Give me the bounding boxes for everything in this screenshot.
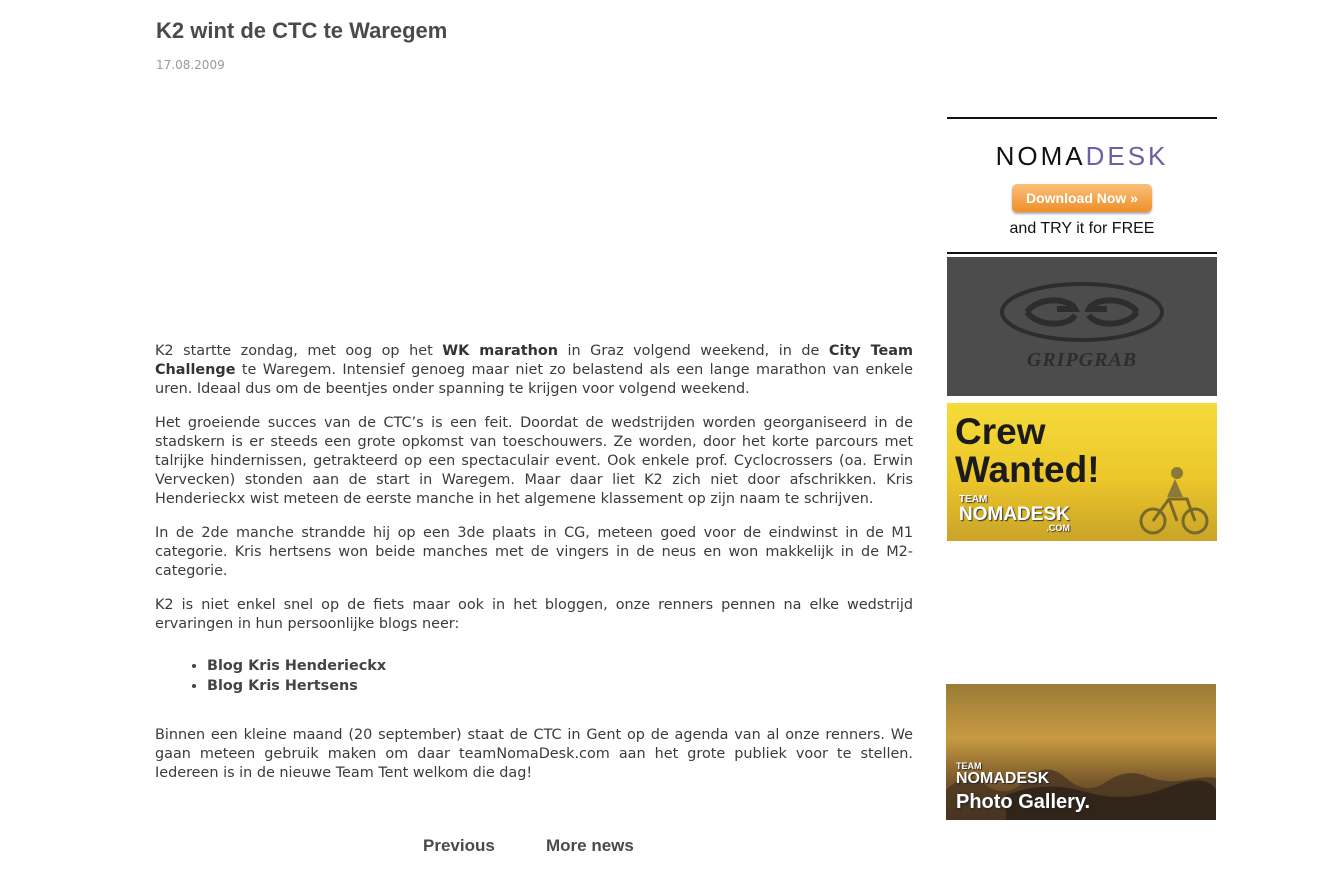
crew-wanted-ad[interactable]: [947, 403, 1217, 541]
previous-link[interactable]: Previous: [423, 836, 495, 855]
download-now-button[interactable]: Download Now »: [1012, 184, 1152, 212]
page-title: K2 wint de CTC te Waregem: [156, 18, 448, 43]
gripgrab-ad[interactable]: [947, 257, 1217, 396]
more-news-link[interactable]: More news: [546, 836, 634, 855]
crew-wanted-heading: Crew Wanted!: [955, 411, 1100, 490]
nomadesk-logo: NOMADESK: [995, 141, 1169, 171]
article-body: [155, 342, 913, 798]
article-paragraph-4: K2 is niet enkel snel op de fiets maar ook in het bloggen, onze renners pennen na elke wedstrijd ervaringen in hun persoonlijke blogs neer:: [155, 597, 913, 632]
photo-gallery-title: Photo Gallery.: [956, 791, 1091, 813]
wk-marathon-emphasis: WK marathon: [442, 343, 559, 359]
team-nomadesk-logo: TEAM NOMADESK .COM: [959, 494, 1070, 533]
blog-link-henderieckx[interactable]: • Blog Kris Henderieckx: [207, 656, 913, 676]
cyclist-icon: [1137, 463, 1209, 535]
nomadesk-download-ad[interactable]: [947, 117, 1217, 254]
article-paragraph-5: Binnen een kleine maand (20 september) staat de CTC in Gent op de agenda van al onze renners. We gaan meteen gebruik maken om daar teamNomaDesk.com aan het grote publiek voor te stellen. Iedereen is in de nieuwe Team Tent welkom die dag!: [155, 727, 913, 781]
gallery-team-logo: TEAM NOMADESK: [956, 761, 1050, 787]
blog-link-hertsens[interactable]: • Blog Kris Hertsens: [207, 676, 913, 696]
post-date: 17.08.2009: [156, 58, 225, 72]
city-team-challenge-emphasis: City Team Challenge: [155, 343, 913, 378]
article-paragraph-2: Het groeiende succes van de CTC’s is een feit. Doordat de wedstrijden worden georganiseerd in de stadskern is er steeds een grote opkomst van toeschouwers. Ze worden, door het korte parcours met talrijke hindernissen, getrakteerd op een spectaculair event. Ook enkele prof. Cyclocrossers (oa. Erwin Vervecken) stonden aan de start in Waregem. Maar daar liet K2 zich niet door afschrikken. Kris Henderieckx wist meteen de eerste manche in het algemene klassement op zijn naam te schrijven.: [155, 415, 913, 507]
photo-gallery-ad[interactable]: [946, 684, 1216, 820]
try-free-text: and TRY it for FREE: [1009, 220, 1155, 237]
blog-list: [155, 656, 913, 696]
gripgrab-logo-icon: [997, 281, 1167, 343]
article-paragraph-3: In de 2de manche strandde hij op een 3de plaats in CG, meteen goed voor de eindwinst in de M1 categorie. Kris hertsens won beide manches met de vingers in de neus en won makkelijk in de M2-categorie.: [155, 525, 913, 579]
gripgrab-wordmark: GRIPGRAB: [1026, 349, 1138, 371]
article-paragraph-1: K2 startte zondag, met oog op het WK marathon in Graz volgend weekend, in de City Team Challenge te Waregem. Intensief genoeg maar niet zo belastend als een lange marathon van enkele uren. Ideaal dus om de beentjes onder spanning te krijgen voor volgend weekend.: [155, 343, 913, 397]
